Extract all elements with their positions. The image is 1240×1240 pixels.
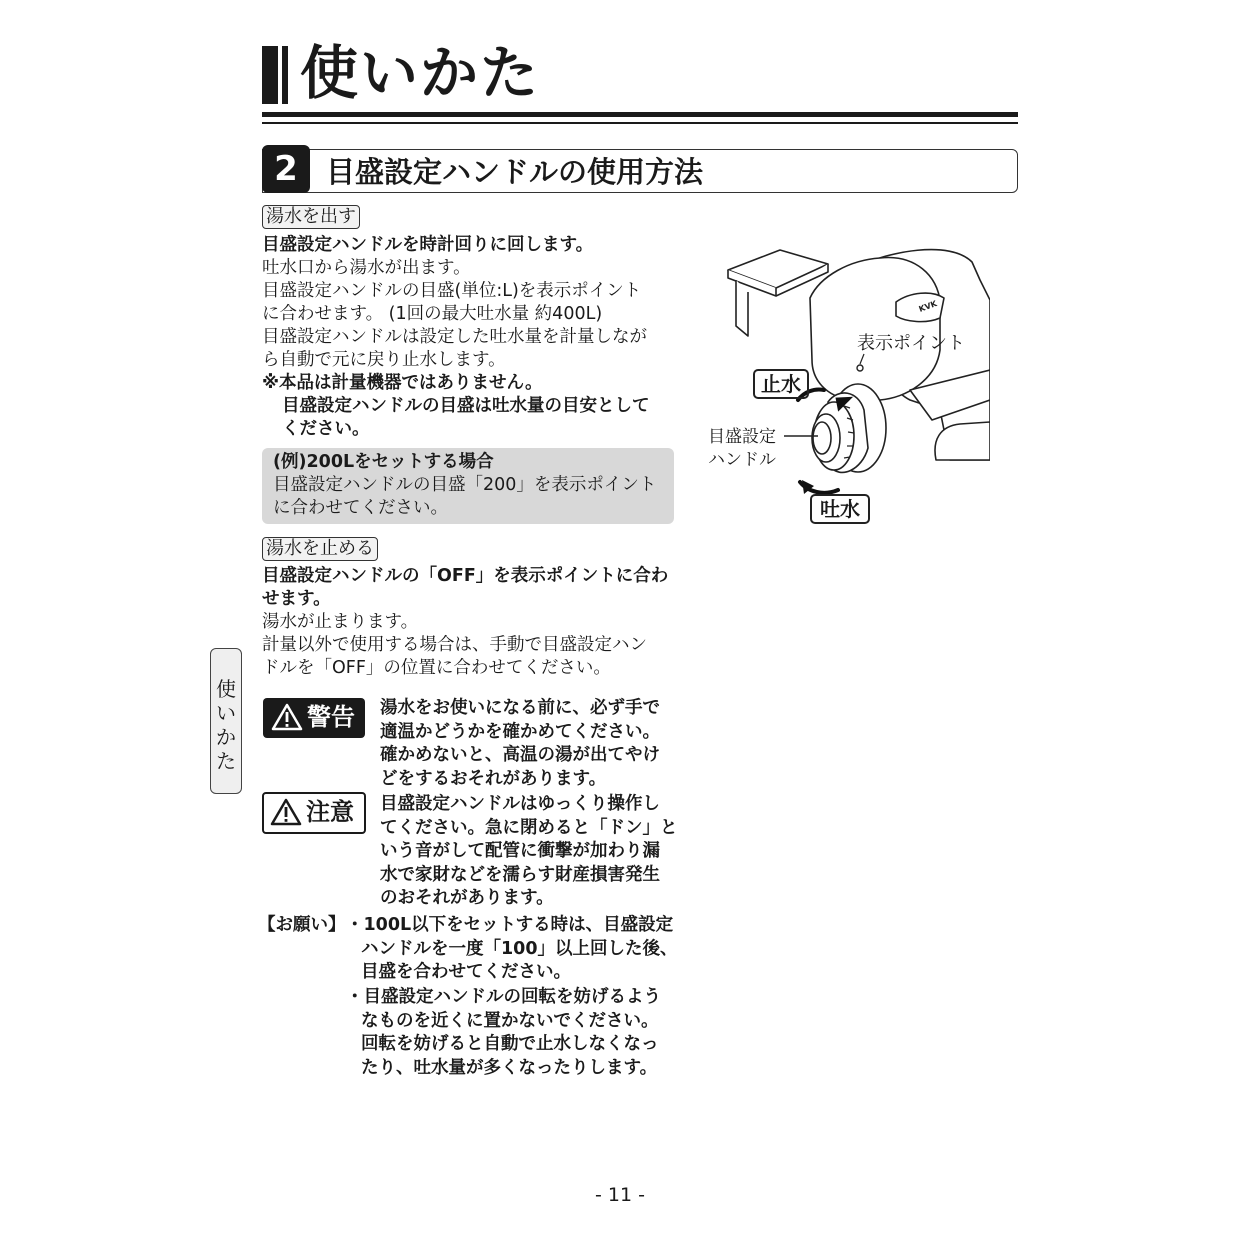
request-label: 【お願い】 [258, 915, 346, 935]
stop-line: 目盛設定ハンドルの「OFF」を表示ポイントに合わ [262, 566, 669, 586]
example-text [273, 451, 656, 520]
dispense-line: 目盛設定ハンドルの目盛(単位:L)を表示ポイント [262, 281, 642, 301]
dispense-line: 吐水口から湯水が出ます。 [262, 258, 471, 278]
caution-line: のおそれがあります。 [380, 888, 554, 908]
page-title: 使いかた [300, 39, 541, 107]
dispense-line: 目盛設定ハンドルを時計回りに回します。 [262, 235, 594, 255]
example-line: に合わせてください。 [273, 498, 448, 518]
request-line: 回転を妨げると自動で止水しなくなっ [361, 1034, 659, 1054]
warning-line: 適温かどうかを確かめてください。 [380, 721, 660, 742]
dispense-water-label: 吐水 [810, 494, 870, 524]
caution-text [380, 793, 678, 911]
page-number: - 11 - [595, 1184, 645, 1206]
caution-line: 目盛設定ハンドルはゆっくり操作し [380, 794, 660, 814]
stop-line: せます。 [262, 589, 331, 609]
title-bars-icon [262, 46, 290, 104]
dispense-line: に合わせます。 (1回の最大吐水量 約400L) [262, 304, 603, 324]
caution-label: 注意 [306, 798, 354, 826]
request-line: ・目盛設定ハンドルの回転を妨げるよう [346, 987, 661, 1007]
warning-triangle-icon [271, 703, 303, 731]
request-line: ・100L以下をセットする時は、目盛設定 [346, 915, 674, 935]
side-tab-char: た [216, 749, 236, 773]
handle-label-line: 目盛設定 [708, 427, 776, 447]
example-title: (例)200Lをセットする場合 [273, 452, 494, 472]
request-item-2 [346, 986, 661, 1080]
dispense-note: ※本品は計量機器ではありません。 [262, 373, 543, 393]
request-item-1 [346, 914, 678, 985]
title-rule-thin [262, 122, 1018, 124]
handle-label-line: ハンドル [708, 450, 776, 470]
indicator-point-label: 表示ポイント [857, 333, 965, 354]
stop-line: 湯水が止まります。 [262, 612, 419, 632]
side-tab [210, 648, 242, 794]
warning-line: どをするおそれがあります。 [380, 768, 607, 789]
handle-label [708, 426, 776, 472]
request-line: 目盛を合わせてください。 [361, 962, 571, 982]
side-tab-char: い [216, 701, 236, 725]
section-title: 目盛設定ハンドルの使用方法 [326, 155, 704, 189]
caution-line: 水で家財などを濡らす財産損害発生 [380, 864, 660, 885]
faucet-illustration [700, 240, 990, 530]
caution-badge [262, 792, 366, 834]
stop-water-label: 止水 [753, 369, 809, 399]
warning-badge [263, 698, 365, 738]
section-number: 2 [262, 145, 310, 193]
side-tab-char: 使 [216, 677, 236, 701]
stop-text [262, 565, 668, 680]
request-line: たり、吐水量が多くなったりします。 [361, 1057, 658, 1078]
caution-line: いう音がして配管に衝撃が加わり漏 [380, 841, 660, 861]
stop-line: 計量以外で使用する場合は、手動で目盛設定ハン [262, 635, 647, 655]
indicator-point-icon [857, 365, 863, 371]
brand-mark: KVK [917, 299, 939, 314]
stop-tag: 湯水を止める [262, 537, 378, 561]
dispense-line: ら自動で元に戻り止水します。 [262, 350, 506, 370]
stop-line: ドルを「OFF」の位置に合わせてください。 [262, 658, 611, 678]
warning-line: 確かめないと、高温の湯が出てやけ [380, 745, 660, 765]
title-rule [262, 112, 1018, 117]
dispense-line: 目盛設定ハンドルは設定した吐水量を計量しなが [262, 327, 647, 347]
dispense-note: ください。 [282, 419, 370, 439]
warning-text [380, 697, 660, 791]
side-tab-char: か [216, 725, 236, 749]
warning-label: 警告 [307, 703, 355, 731]
request-line: なものを近くに置かないでください。 [361, 1010, 659, 1031]
request-line: ハンドルを一度「100」以上回した後、 [361, 938, 678, 959]
dispense-text [262, 234, 650, 441]
caution-line: てください。急に閉めると「ドン」と [380, 817, 678, 838]
dispense-tag: 湯水を出す [262, 205, 360, 229]
example-line: 目盛設定ハンドルの目盛「200」を表示ポイント [273, 475, 657, 495]
caution-triangle-icon [270, 798, 302, 826]
warning-line: 湯水をお使いになる前に、必ず手で [380, 698, 660, 718]
dispense-note: 目盛設定ハンドルの目盛は吐水量の目安として [282, 396, 650, 416]
